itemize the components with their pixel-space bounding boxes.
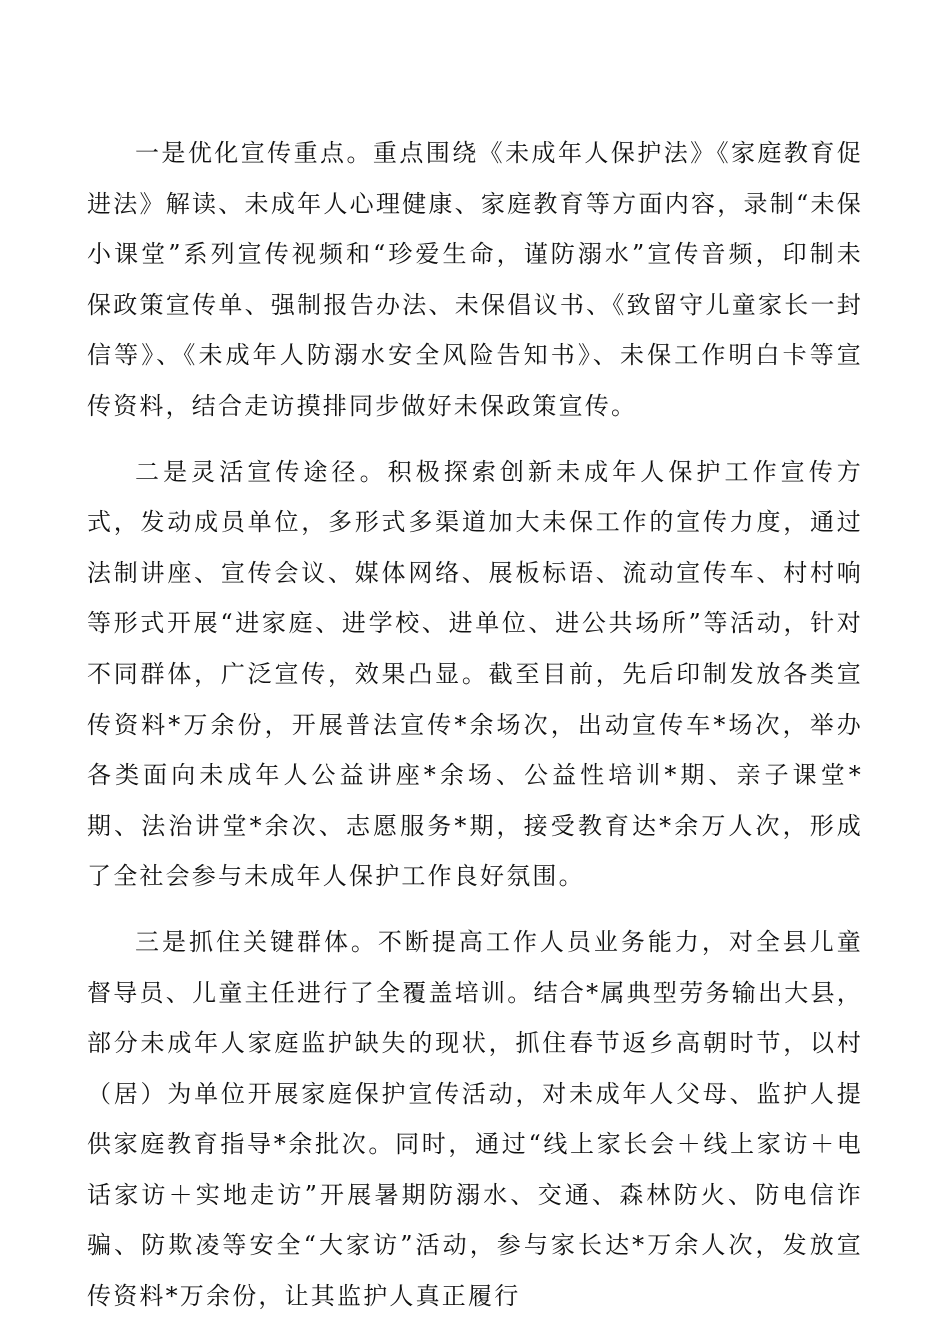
paragraph-publicity-channels: 二是灵活宣传途径。积极探索创新未成年人保护工作宣传方式，发动成员单位，多形式多渠道加大未保工作的宣传力度，通过法制讲座、宣传会议、媒体网络、展板标语、流动宣传车、村村响等形式开展“进家庭、进学校、进单位、进公共场所”等活动，针对不同群体，广泛宣传，效果凸显。截至目前，先后印制发放各类宣传资料*万余份，开展普法宣传*余场次，出动宣传车*场次，举办各类面向未成年人公益讲座*余场、公益性培训*期、亲子课堂*期、法治讲堂*余次、志愿服务*期，接受教育达*余万人次，形成了全社会参与未成年人保护工作良好氛围。 [87, 457, 863, 891]
document-body [87, 128, 863, 1337]
paragraph-key-groups: 三是抓住关键群体。不断提高工作人员业务能力，对全县儿童督导员、儿童主任进行了全覆盖培训。结合*属典型劳务输出大县，部分未成年人家庭监护缺失的现状，抓住春节返乡高朝时节，以村（居）为单位开展家庭保护宣传活动，对未成年人父母、监护人提供家庭教育指导*余批次。同时，通过“线上家长会＋线上家访＋电话家访＋实地走访”开展暑期防溺水、交通、森林防火、防电信诈骗、防欺凌等安全“大家访”活动，参与家长达*万余人次，发放宣传资料*万余份，让其监护人真正履行 [87, 927, 863, 1311]
paragraph-publicity-focus: 一是优化宣传重点。重点围绕《未成年人保护法》《家庭教育促进法》解读、未成年人心理健康、家庭教育等方面内容，录制“未保小课堂”系列宣传视频和“珍爱生命，谨防溺水”宣传音频，印制未保政策宣传单、强制报告办法、未保倡议书、《致留守儿童家长一封信等》、《未成年人防溺水安全风险告知书》、未保工作明白卡等宣传资料，结合走访摸排同步做好未保政策宣传。 [87, 139, 863, 420]
